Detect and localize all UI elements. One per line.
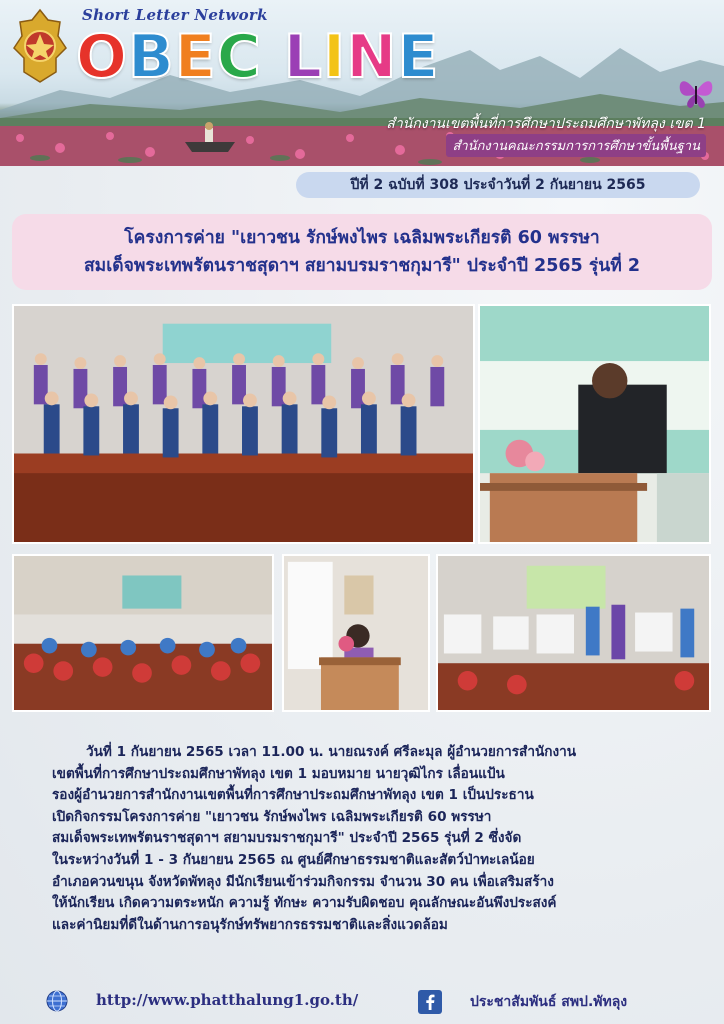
body-line: ให้นักเรียน เกิดความตระหนัก ความรู้ ทักษะ ความรับผิดชอบ คุณลักษณะอันพึงประสงค์	[52, 895, 557, 912]
article-body	[52, 742, 692, 936]
brand-letter: L	[283, 22, 323, 92]
body-line: และค่านิยมที่ดีในด้านการอนุรักษ์ทรัพยากรธรรมชาติและสิ่งแวดล้อม	[52, 916, 448, 933]
footer	[0, 986, 724, 1020]
photo-woman-podium	[282, 554, 430, 712]
brand-letter: B	[128, 22, 175, 92]
brand-logo-text	[76, 24, 439, 90]
brand-letter: I	[322, 22, 347, 92]
body-line: เขตพื้นที่การศึกษาประถมศึกษาพัทลุง เขต 1 มอบหมาย นายวุฒิไกร เลื่อนแป้น	[52, 765, 505, 782]
body-line: วันที่ 1 กันยายน 2565 เวลา 11.00 น. นายณรงค์ ศรีละมุล ผู้อำนวยการสำนักงาน	[86, 744, 577, 760]
headline-box	[12, 214, 712, 290]
header-banner	[0, 0, 724, 166]
photo-students-with-posters	[436, 554, 711, 712]
body-line: เปิดกิจกรรมโครงการค่าย "เยาวชน รักษ์พงไพร เฉลิมพระเกียรติ 60 พรรษา	[52, 808, 492, 825]
brand-letter: E	[397, 22, 440, 92]
body-line: ในระหว่างวันที่ 1 - 3 กันยายน 2565 ณ ศูนย์ศึกษาธรรมชาติและสัตว์ป่าทะเลน้อย	[52, 851, 535, 868]
body-line: สมเด็จพระเทพรัตนราชสุดาฯ สยามบรมราชกุมารี" ประจำปี 2565 รุ่นที่ 2 ซึ่งจัด	[52, 830, 522, 847]
photo-group-students	[12, 304, 475, 544]
headline-line-1: โครงการค่าย "เยาวชน รักษ์พงไพร เฉลิมพระเกียรติ 60 พรรษา	[124, 228, 600, 248]
photo-hall-seated-students	[12, 554, 274, 712]
issue-info: ปีที่ 2 ฉบับที่ 308 ประจำวันที่ 2 กันยายน 2565	[296, 172, 700, 198]
facebook-icon[interactable]	[418, 990, 442, 1014]
agency-name: สำนักงานเขตพื้นที่การศึกษาประถมศึกษาพัทลุง เขต 1	[386, 116, 706, 132]
brand-letter	[262, 24, 284, 90]
website-link[interactable]: http://www.phatthalung1.go.th/	[96, 991, 359, 1009]
globe-icon	[46, 990, 68, 1012]
body-line: รองผู้อำนวยการสำนักงานเขตพื้นที่การศึกษาประถมศึกษาพัทลุง เขต 1 เป็นประธาน	[52, 787, 534, 804]
brand-letter: N	[346, 22, 398, 92]
obec-emblem-icon	[12, 8, 68, 84]
brand-letter: C	[216, 22, 262, 92]
body-line: อำเภอควนขนุน จังหวัดพัทลุง มีนักเรียนเข้าร่วมกิจกรรม จำนวน 30 คน เพื่อเสริมสร้าง	[52, 873, 554, 890]
butterfly-icon	[676, 72, 716, 112]
brand-letter: O	[76, 22, 129, 92]
photo-speaker-podium	[478, 304, 711, 544]
slogan: Short Letter Network	[82, 6, 268, 24]
facebook-page-name[interactable]: ประชาสัมพันธ์ สพป.พัทลุง	[470, 994, 628, 1010]
brand-letter: E	[174, 22, 217, 92]
headline-line-2: สมเด็จพระเทพรัตนราชสุดาฯ สยามบรมราชกุมารี" ประจำปี 2565 รุ่นที่ 2	[84, 256, 640, 276]
parent-agency-name: สำนักงานคณะกรรมการการศึกษาขั้นพื้นฐาน	[446, 134, 706, 157]
